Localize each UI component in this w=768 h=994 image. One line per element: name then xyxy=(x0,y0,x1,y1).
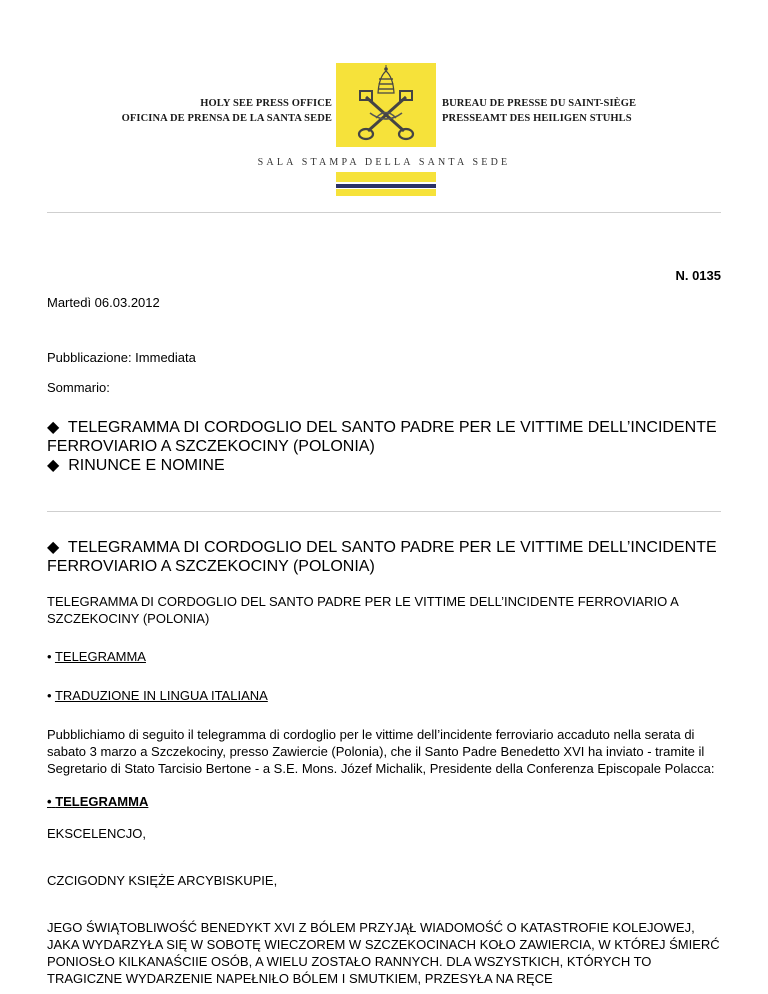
diamond-icon: ◆ xyxy=(47,419,60,436)
summary-label: Sommario: xyxy=(47,380,110,395)
bullet-link-telegram xyxy=(47,648,727,665)
summary-item-telegram[interactable] xyxy=(47,418,727,456)
letterhead-left-line2: OFICINA DE PRENSA DE LA SANTA SEDE xyxy=(121,113,332,124)
letterhead-right-line2: PRESSEAMT DES HEILIGEN STUHLS xyxy=(442,113,632,124)
article-body xyxy=(47,593,727,987)
bullet-link-translation xyxy=(47,687,727,704)
link-translation[interactable]: TRADUZIONE IN LINGUA ITALIANA xyxy=(54,688,268,703)
crest-stripe-yellow xyxy=(336,172,436,182)
bullet-icon: • xyxy=(47,794,52,809)
bulletin-number: N. 0135 xyxy=(675,268,721,283)
section-heading-text: TELEGRAMMA DI CORDOGLIO DEL SANTO PADRE PER LE VITTIME DELL’INCIDENTE FERROVIARIO A SZCZEKOCINY (POLONIA) xyxy=(47,539,717,575)
section-heading xyxy=(47,538,727,576)
publication-paragraph: Pubblichiamo di seguito il telegramma di cordoglio per le vittime dell’incidente ferroviario accaduto nella serata di sabato 3 marzo a Szczekociny, presso Zawiercie (Polonia), che il Santo Padre Benedetto XVI ha inviato - tramite il Segretario di Stato Tarcisio Bertone - a S.E. Mons. Józef Michalik, Presidente della Conferenza Episcopale Polacca: xyxy=(47,727,715,776)
telegram-text: JEGO ŚWIĄTOBLIWOŚĆ BENEDYKT XVI Z BÓLEM PRZYJĄŁ WIADOMOŚĆ O KATASTROFIE KOLEJOWEJ, JAKA WYDARZYŁA SIĘ W SOBOTĘ WIECZOREM W SZCZEKOCINACH KOŁO ZAWIERCIA, W KTÓREJ ŚMIERĆ PONIOSŁO KILKANAŚCIIE OSÓB, A WIELU ZOSTAŁO RANNYCH. DLA WSZYSTKICH, KTÓRYCH TO TRAGICZNE WYDARZENIE NAPEŁNIŁO BÓLEM I SMUTKIEM, PRZESYŁA NA RĘCE xyxy=(47,920,720,986)
summary-item-nominations[interactable] xyxy=(47,456,727,475)
summary-item-label: TELEGRAMMA DI CORDOGLIO DEL SANTO PADRE PER LE VITTIME DELL’INCIDENTE FERROVIARIO A SZCZEKOCINY (POLONIA) xyxy=(47,419,717,455)
papal-crest-logo xyxy=(336,63,436,147)
crest-stripe-navy xyxy=(336,184,436,188)
letterhead-left-line1: HOLY SEE PRESS OFFICE xyxy=(200,98,332,109)
summary-item-label: RINUNCE E NOMINE xyxy=(68,457,225,474)
salutation-excellency: EKSCELENCJO, xyxy=(47,826,146,841)
salutation-archbishop: CZCIGODNY KSIĘŻE ARCYBISKUPIE, xyxy=(47,873,278,888)
letterhead-right xyxy=(442,96,636,126)
letterhead-right-line1: BUREAU DE PRESSE DU SAINT-SIÈGE xyxy=(442,98,637,109)
summary-list xyxy=(47,418,727,475)
link-telegram[interactable]: TELEGRAMMA xyxy=(54,649,146,664)
letterhead xyxy=(0,0,768,200)
letterhead-left xyxy=(122,96,332,126)
diamond-icon: ◆ xyxy=(47,457,60,474)
telegram-anchor[interactable] xyxy=(47,793,727,810)
diamond-icon: ◆ xyxy=(47,539,60,556)
telegram-anchor-label: TELEGRAMMA xyxy=(55,794,149,809)
letterhead-bottom-title: SALA STAMPA DELLA SANTA SEDE xyxy=(257,157,511,168)
bulletin-date: Martedì 06.03.2012 xyxy=(47,295,160,310)
crest-stripe-yellow-lower xyxy=(336,189,436,196)
bullet-icon: • xyxy=(47,649,52,664)
divider-top xyxy=(47,212,721,213)
keys-and-tiara-icon xyxy=(336,63,436,147)
intro-text: TELEGRAMMA DI CORDOGLIO DEL SANTO PADRE PER LE VITTIME DELL’INCIDENTE FERROVIARIO A SZCZEKOCINY (POLONIA) xyxy=(47,594,679,626)
publication-status: Pubblicazione: Immediata xyxy=(47,350,196,365)
bullet-icon: • xyxy=(47,688,52,703)
divider-middle xyxy=(47,511,721,512)
